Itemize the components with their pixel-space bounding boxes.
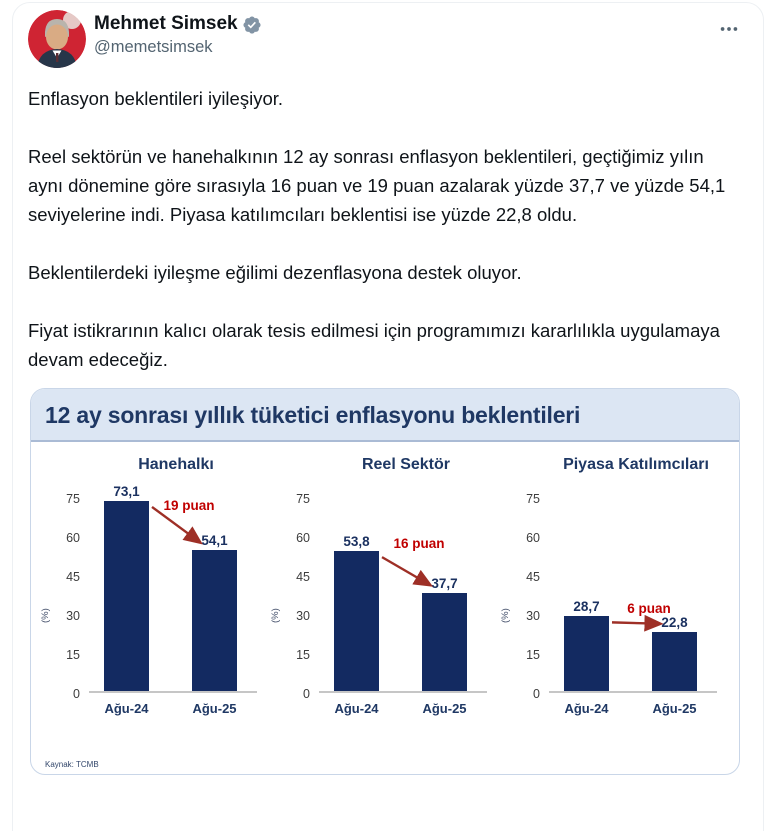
x-category-label: Ağu-25	[192, 701, 237, 716]
x-category-label: Ağu-24	[104, 701, 149, 716]
y-axis-ticks	[283, 492, 319, 701]
delta-label: 6 puan	[627, 601, 671, 617]
decline-arrow-icon	[319, 498, 487, 693]
x-category-label: Ağu-24	[334, 701, 379, 716]
plot-area	[89, 483, 257, 716]
y-tick-label: 30	[66, 609, 80, 623]
more-button[interactable]	[718, 18, 740, 45]
verified-badge-icon	[242, 15, 262, 35]
y-tick-label: 30	[526, 609, 540, 623]
decline-arrow-icon	[549, 498, 717, 693]
tweet-paragraph: Fiyat istikrarının kalıcı olarak tesis edilmesi için programımızı kararlılıkla uygulamaya devam edeceğiz.	[28, 320, 720, 370]
percent-label: (%)	[270, 608, 281, 623]
chart-panel-2	[270, 456, 493, 716]
ellipsis-icon	[718, 18, 740, 40]
bar-value-label: 28,7	[573, 599, 600, 615]
chart-source: Kaynak: TCMB	[45, 760, 99, 769]
y-axis-unit-label	[501, 498, 513, 693]
bar-value-label: 53,8	[343, 534, 370, 550]
y-tick-label: 15	[66, 648, 80, 662]
bar-value-label: 37,7	[431, 575, 458, 591]
avatar-photo	[28, 10, 86, 68]
y-tick-label: 75	[66, 492, 80, 506]
chart-title: 12 ay sonrası yıllık tüketici enflasyonu beklentileri	[45, 402, 581, 428]
bar-value-label: 54,1	[201, 533, 228, 549]
bar-value-label: 22,8	[661, 614, 688, 630]
chart-panel-1	[40, 456, 263, 716]
panel-title: Reel Sektör	[361, 456, 451, 473]
y-tick-label: 0	[73, 687, 80, 701]
panel-plot-row	[270, 492, 493, 716]
tweet-paragraph: Reel sektörün ve hanehalkının 12 ay sonrası enflasyon beklentileri, geçtiğimiz yılın aynı dönemine göre sırasıyla 16 puan ve 19 puan azalarak yüzde 37,7 ve yüzde 54,1 seviyelerine indi. Piyasa katılımcıları beklentisi ise yüzde 22,8 oldu.	[28, 146, 726, 225]
y-axis-ticks	[53, 492, 89, 701]
percent-label: (%)	[40, 608, 51, 623]
y-tick-label: 15	[526, 648, 540, 662]
y-tick-label: 75	[526, 492, 540, 506]
plot-area	[549, 498, 717, 716]
panel-title: Hanehalkı	[138, 456, 214, 473]
plot-area	[319, 498, 487, 716]
x-category-label: Ağu-24	[564, 701, 609, 716]
y-tick-label: 60	[526, 531, 540, 545]
y-tick-label: 45	[526, 570, 540, 584]
y-tick-label: 60	[296, 531, 310, 545]
decline-arrow-icon	[89, 498, 257, 693]
panel-plot-row	[500, 492, 723, 716]
tweet-paragraph: Beklentilerdeki iyileşme eğilimi dezenflasyona destek oluyor.	[28, 262, 522, 283]
chart-panel-3	[500, 456, 723, 716]
x-category-label: Ağu-25	[422, 701, 467, 716]
y-tick-label: 15	[296, 648, 310, 662]
y-tick-label: 45	[66, 570, 80, 584]
tweet-paragraph: Enflasyon beklentileri iyileşiyor.	[28, 88, 284, 109]
panel-title: Piyasa Katılımcıları	[563, 456, 709, 473]
delta-label: 16 puan	[393, 536, 445, 552]
x-category-label: Ağu-25	[652, 701, 697, 716]
y-axis-unit-label	[41, 498, 53, 693]
chart-title-bar	[31, 389, 739, 442]
y-tick-label: 60	[66, 531, 80, 545]
chart-panels	[31, 442, 739, 716]
tweet-text	[28, 84, 734, 374]
avatar[interactable]	[28, 10, 86, 68]
y-tick-label: 45	[296, 570, 310, 584]
author-block	[94, 10, 262, 57]
y-tick-label: 75	[296, 492, 310, 506]
bar-value-label: 73,1	[113, 483, 140, 499]
y-axis-unit-label	[271, 498, 283, 693]
y-tick-label: 0	[533, 687, 540, 701]
delta-label: 19 puan	[163, 498, 215, 513]
tweet-image-attachment[interactable]	[30, 388, 740, 775]
percent-label: (%)	[500, 608, 511, 623]
author-handle[interactable]: @memetsimsek	[94, 38, 213, 56]
panel-plot-row	[40, 483, 263, 716]
y-axis-ticks	[513, 492, 549, 701]
author-name[interactable]: Mehmet Simsek	[94, 13, 238, 34]
y-tick-label: 30	[296, 609, 310, 623]
tweet-header	[28, 10, 740, 68]
y-tick-label: 0	[303, 687, 310, 701]
